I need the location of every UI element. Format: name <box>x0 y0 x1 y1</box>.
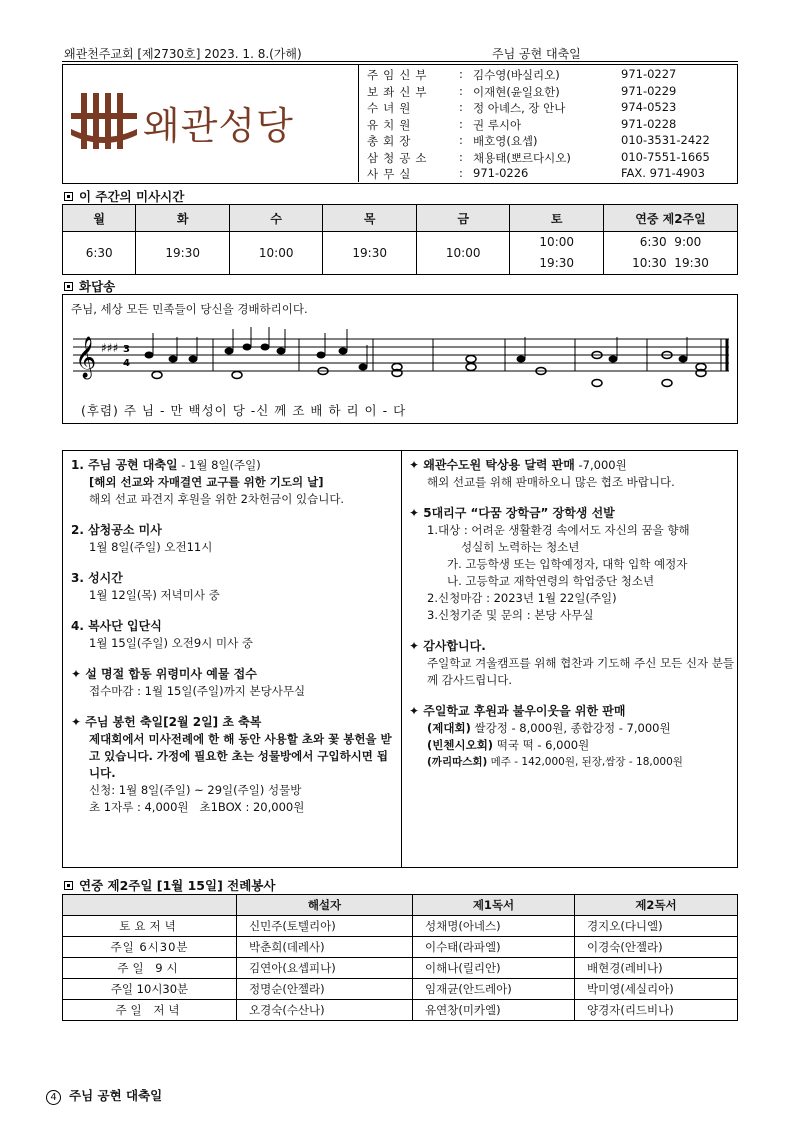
svg-text:♯♯♯: ♯♯♯ <box>101 341 119 355</box>
table-row: 주일 6시30분 박춘희(데레사) 이수태(라파엘) 이경숙(안젤라) <box>63 937 738 958</box>
mass-time-sunday: 6:30 9:00 10:30 19:30 <box>604 232 738 275</box>
mass-section-label: 이 주간의 미사시간 <box>64 187 184 205</box>
mass-time-saturday: 10:00 19:30 <box>510 232 604 275</box>
announcement-item: 2. 삼청공소 미사 1월 8일(주일) 오전11시 <box>71 523 213 554</box>
announcement-item: ✦ 5대리구 “다꿈 장학금” 장학생 선발 1.대상 : 어려운 생활환경 속에서도 자신의 꿈을 향해 성실히 노력하는 청소년 가. 고등학생 또는 입학예정자, 대학 입학 예정자 나. 고등학교 재학연령의 학업중단 청소년 2.신청마감 : 2023년 1월 22일(주일) 3.신청기준 및 문의 : 본당 사무실 <box>409 506 690 622</box>
section-bullet-icon <box>64 881 73 890</box>
svg-text:𝄞: 𝄞 <box>75 337 97 378</box>
mass-schedule-table <box>62 204 738 275</box>
section-bullet-icon <box>64 282 73 291</box>
announcement-item: ✦ 왜관수도원 탁상용 달력 판매 -7,000원 해외 선교를 위해 판매하오니 많은 협조 바랍니다. <box>409 458 675 489</box>
parish-emblem-icon <box>69 87 141 157</box>
page-footer <box>46 1086 162 1105</box>
announcements-box <box>62 450 738 868</box>
column-divider <box>401 451 402 867</box>
day-header: 목 <box>323 205 417 232</box>
announcements-right-column <box>409 457 735 785</box>
servers-section-label: 연중 제2주일 [1월 15일] 전례봉사 <box>64 876 275 894</box>
table-row: 주일 9시 김연아(요셉피나) 이해나(릴리안) 배현경(레비나) <box>63 958 738 979</box>
staff-row: 삼청공소 : 채용태(뽀르다시오) 010-7551-1665 <box>367 149 710 165</box>
staff-row: 보좌신부 : 이재현(윤일요한) 971-0229 <box>367 83 677 99</box>
section-bullet-icon <box>64 192 73 201</box>
svg-text:3: 3 <box>123 344 130 355</box>
staff-row: 수녀원 : 정 아녜스, 장 안나 974-0523 <box>367 100 677 115</box>
staff-row: 사무실 : 971-0226 FAX. 971-4903 <box>367 166 705 181</box>
table-row: 주일 저녁 오경숙(수산나) 유연창(미카엘) 양경자(리드비나) <box>63 1000 738 1021</box>
mass-time: 19:30 <box>136 232 230 275</box>
psalm-section-label: 화답송 <box>64 277 115 295</box>
psalm-refrain-lyrics: (후렴) 주 님 - 만 백성이 당 -신 께 조 배 하 리 이 - 다 <box>81 403 407 418</box>
parish-logo <box>63 65 359 182</box>
servers-header <box>63 895 237 916</box>
servers-header: 제1독서 <box>413 895 575 916</box>
day-header: 토 <box>510 205 604 232</box>
mass-time: 19:30 <box>323 232 417 275</box>
day-header: 수 <box>229 205 323 232</box>
day-header: 월 <box>63 205 136 232</box>
staff-row: 유치원 : 권 루시아 971-0228 <box>367 116 677 132</box>
day-header: 금 <box>416 205 510 232</box>
day-header: 화 <box>136 205 230 232</box>
table-row: 토요저녁 신민주(토텔리아) 성채명(아네스) 경지오(다니엘) <box>63 916 738 937</box>
table-row: 주일 10시30분 정명순(안젤라) 임재균(안드레아) 박미영(세실리아) <box>63 979 738 1000</box>
parish-header <box>62 64 738 184</box>
announcement-item: 4. 복사단 입단식 1월 15일(주일) 오전9시 미사 중 <box>71 619 253 650</box>
announcement-item: 3. 성시간 1월 12일(목) 저녁미사 중 <box>71 571 220 602</box>
mass-time: 10:00 <box>416 232 510 275</box>
staff-row: 총회장 : 배호영(요셉) 010-3531-2422 <box>367 133 710 148</box>
announcement-item: ✦ 주님 봉헌 축일[2월 2일] 초 축복 제대회에서 미사전례에 한 해 동안 사용할 초와 꽃 봉헌을 받고 있습니다. 가정에 필요한 초는 성물방에서 구입하시면 됩니다. 신청: 1월 8일(주일) ~ 29일(주일) 성물방 초 1자루 : 4,000원 초1BOX : 20,000원 <box>71 715 392 814</box>
svg-text:4: 4 <box>123 358 130 369</box>
announcement-item: ✦ 설 명절 합동 위령미사 예물 접수 접수마감 : 1월 15일(주일)까지 본당사무실 <box>71 667 306 698</box>
mass-time: 10:00 <box>229 232 323 275</box>
mass-time: 6:30 <box>63 232 136 275</box>
page-number: 4 <box>46 1090 61 1105</box>
announcement-item: 1. 주님 공현 대축일 - 1월 8일(주일) [해외 선교와 자매결연 교구를 위한 기도의 날] 해외 선교 파견지 후원을 위한 2차헌금이 있습니다. <box>71 458 345 506</box>
music-staff-icon <box>67 325 735 395</box>
parish-logo-text: 왜관성당 <box>143 104 294 148</box>
servers-header: 제2독서 <box>575 895 738 916</box>
staff-row: 주임신부 : 김수영(바실리오) 971-0227 <box>367 67 677 82</box>
footer-title: 주님 공현 대축일 <box>69 1088 163 1103</box>
liturgy-servers-table <box>62 894 738 1021</box>
psalm-verse: 주님, 세상 모든 민족들이 당신을 경배하리이다. <box>71 302 308 316</box>
servers-header: 해설자 <box>237 895 413 916</box>
day-header: 연중 제2주일 <box>604 205 738 232</box>
staff-directory <box>363 67 735 183</box>
bulletin-feast: 주님 공현 대축일 <box>492 47 581 61</box>
announcement-item: ✦ 감사합니다. 주일학교 겨울캠프를 위해 협찬과 기도해 주신 모든 신자 분들께 감사드립니다. <box>409 639 734 687</box>
announcements-left-column <box>71 457 397 830</box>
bulletin-header-line <box>62 44 738 62</box>
psalm-box <box>62 294 738 424</box>
bulletin-issue: 왜관천주교회 [제2730호] 2023. 1. 8.(가해) <box>64 47 302 61</box>
announcement-item: ✦ 주일학교 후원과 불우이웃을 위한 판매 (제대회) 쌀강정 - 8,000원, 종합강정 - 7,000원 (빈첸시오회) 떡국 떡 - 6,000원 (까리따스회) 메주 - 142,000원, 된장,쌈장 - 18,000원 <box>409 704 683 768</box>
